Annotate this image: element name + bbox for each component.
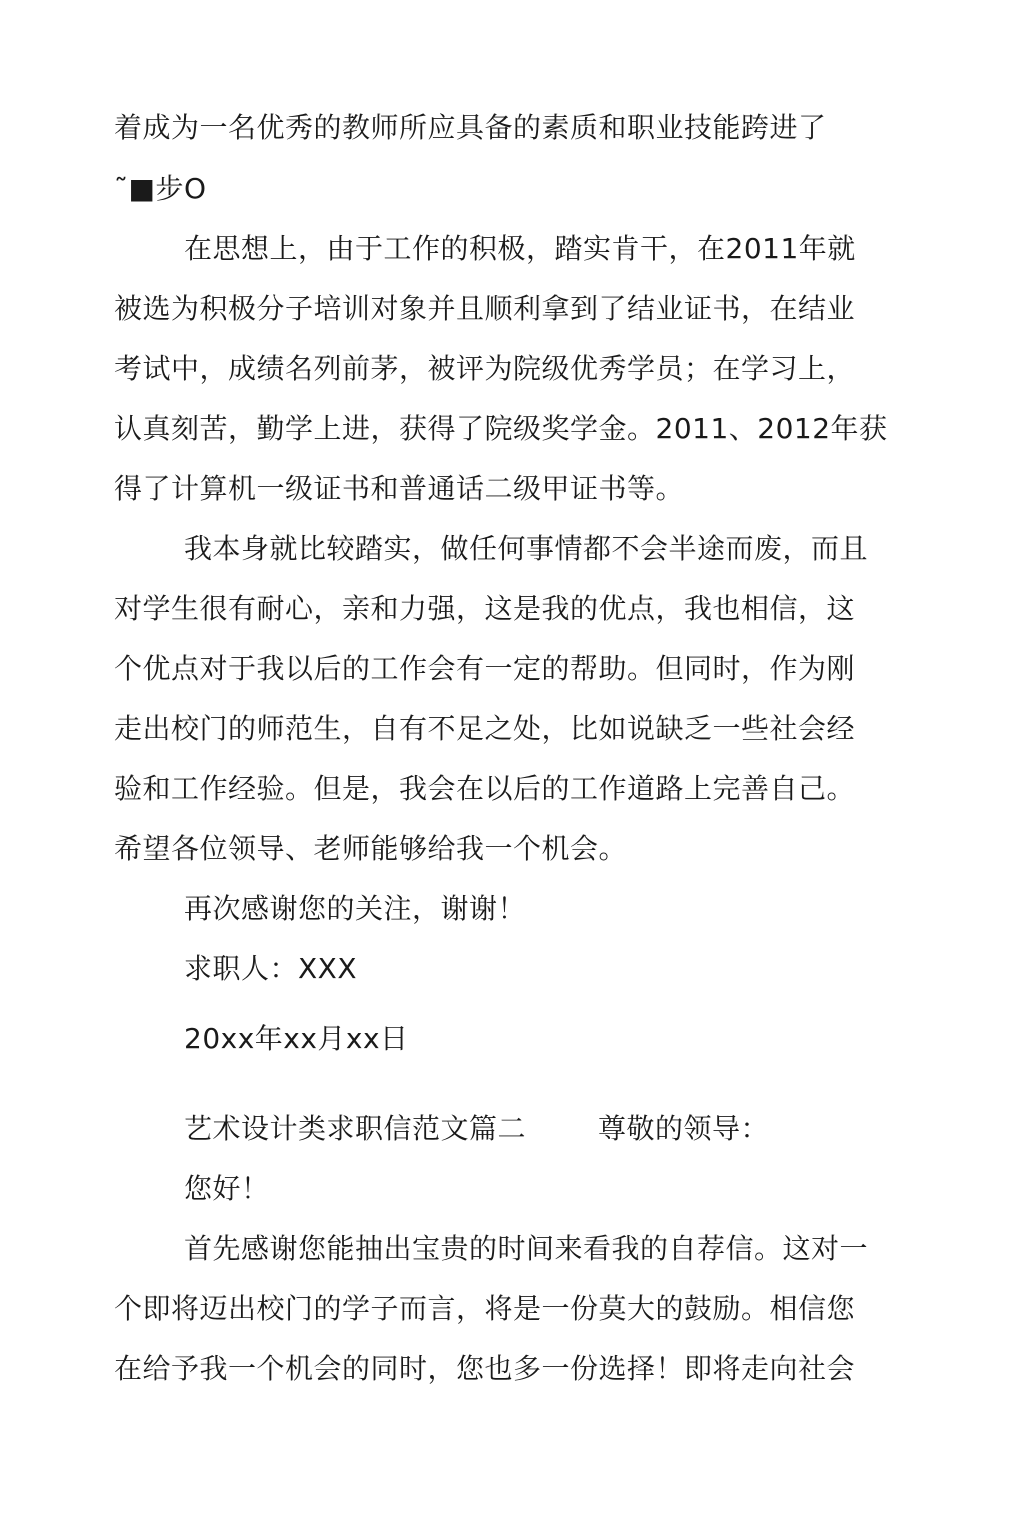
section-title: 艺术设计类求职信范文篇二 [184, 1112, 527, 1145]
text-line: 走出校门的师范生，自有不足之处，比如说缺乏一些社会经 [114, 712, 856, 745]
salutation: 尊敬的领导： [598, 1112, 770, 1145]
text-line: ˜■步O [114, 172, 207, 205]
text-line: 个优点对于我以后的工作会有一定的帮助。但同时，作为刚 [114, 652, 856, 685]
text-line: 得了计算机一级证书和普通话二级甲证书等。 [114, 472, 685, 505]
paragraph-start-line: 我本身就比较踏实，做任何事情都不会半途而废，而且 [184, 532, 869, 565]
text-line: 希望各位领导、老师能够给我一个机会。 [114, 832, 628, 865]
text-line: 认真刻苦，勤学上进，获得了院级奖学金。2011、2012年获 [114, 412, 888, 445]
text-line: 被选为积极分子培训对象并且顺利拿到了结业证书，在结业 [114, 292, 856, 325]
applicant-signature: 求职人：XXX [184, 952, 358, 985]
paragraph-start-line: 在思想上，由于工作的积极，踏实肯干，在2011年就 [184, 232, 856, 265]
text-line: 在给予我一个机会的同时，您也多一份选择！即将走向社会 [114, 1352, 856, 1385]
closing-thanks: 再次感谢您的关注，谢谢！ [184, 892, 527, 925]
text-line: 验和工作经验。但是，我会在以后的工作道路上完善自己。 [114, 772, 856, 805]
paragraph-start-line: 首先感谢您能抽出宝贵的时间来看我的自荐信。这对一 [184, 1232, 869, 1265]
text-line: 对学生很有耐心，亲和力强，这是我的优点，我也相信，这 [114, 592, 856, 625]
text-line: 考试中，成绩名列前茅，被评为院级优秀学员；在学习上， [114, 352, 856, 385]
greeting: 您好！ [184, 1172, 270, 1205]
text-line: 着成为一名优秀的教师所应具备的素质和职业技能跨进了 [114, 111, 827, 144]
text-line: 个即将迈出校门的学子而言，将是一份莫大的鼓励。相信您 [114, 1292, 856, 1325]
letter-date: 20xx年xx月xx日 [184, 1022, 409, 1055]
